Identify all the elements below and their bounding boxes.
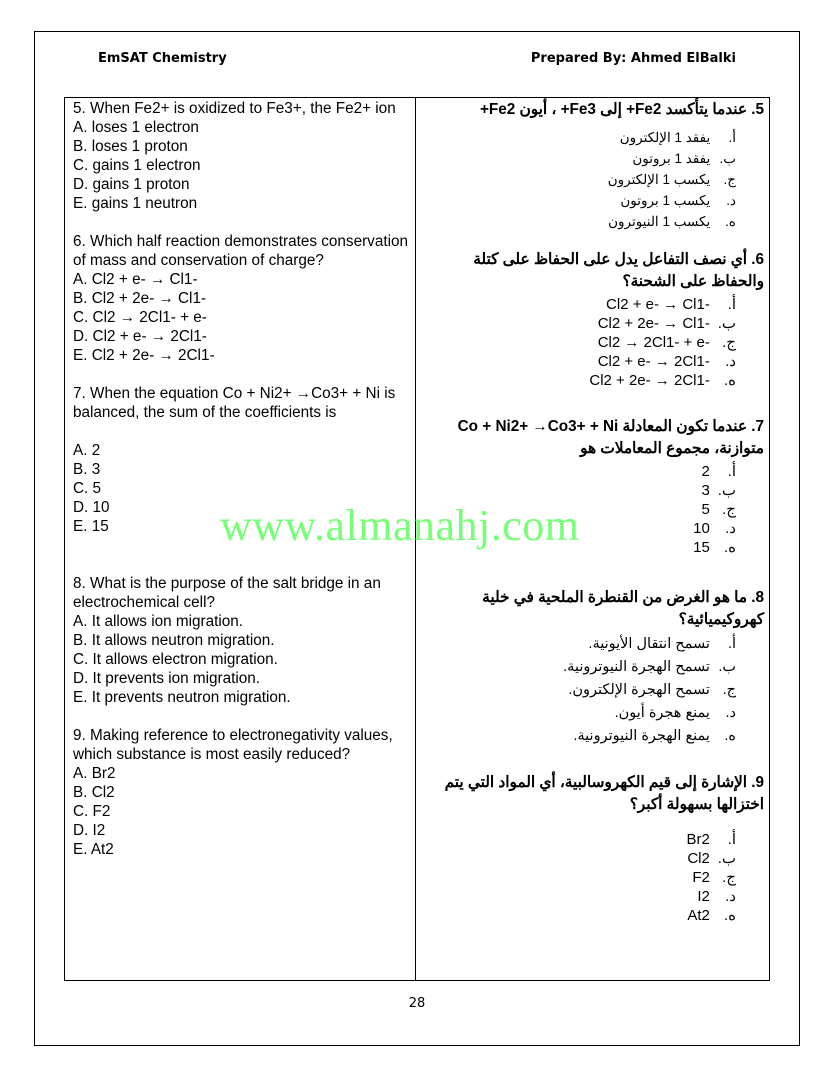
option-a: A. It allows ion migration. (73, 613, 244, 630)
question-9-ar (420, 772, 764, 925)
question-5-en (73, 99, 411, 213)
option-b: B. Cl2 + 2e- → Cl1- (73, 290, 207, 307)
option-a: Br2 (686, 831, 710, 848)
marker: ج. (722, 501, 736, 518)
option-b: B. 3 (73, 461, 101, 478)
question-6-ar-stem: 6. أي نصف التفاعل يدل على الحفاظ على كتلة والحفاظ على الشحنة؟ (473, 251, 764, 290)
option-e: E. It prevents neutron migration. (73, 689, 291, 706)
question-5-stem: 5. When Fe2+ is oxidized to Fe3+, the Fe2+ ion (73, 100, 396, 117)
marker: أ. (728, 130, 736, 145)
option-c: C. gains 1 electron (73, 157, 201, 174)
option-a: Cl2 + e- → Cl1- (606, 296, 710, 313)
marker: أ. (727, 296, 736, 313)
question-8-ar-stem: 8. ما هو الغرض من القنطرة الملحية في خلية كهروكيميائية؟ (482, 589, 764, 628)
question-8-ar (420, 587, 764, 748)
watermark: www.almanahj.com (220, 501, 580, 550)
option-e: E. At2 (73, 841, 114, 858)
marker: ه. (723, 372, 736, 389)
option-d: I2 (697, 888, 710, 905)
option-b: 3 (701, 482, 710, 499)
question-9-ar-stem: 9. الإشارة إلى قيم الكهروسالبية، أي المواد التي يتم اختزالها بسهولة أكبر؟ (444, 774, 764, 813)
marker: ه. (724, 728, 736, 744)
option-b: B. loses 1 proton (73, 138, 188, 155)
marker: ب. (717, 315, 736, 332)
question-6-ar (420, 249, 764, 390)
option-d: D. Cl2 + e- → 2Cl1- (73, 328, 207, 345)
option-c: F2 (692, 869, 710, 886)
option-e: Cl2 + 2e- → 2Cl1- (589, 372, 710, 389)
option-b: B. It allows neutron migration. (73, 632, 275, 649)
option-b: Cl2 + 2e- → Cl1- (597, 315, 710, 332)
option-d: D. I2 (73, 822, 106, 839)
question-8-stem: 8. What is the purpose of the salt bridge in an electrochemical cell? (73, 575, 381, 611)
option-a: يفقد 1 الإلكترون (619, 130, 711, 145)
option-e: E. 15 (73, 518, 109, 535)
marker: ه. (723, 907, 736, 924)
option-d: يمنع هجرة أيون. (614, 705, 710, 721)
marker: ج. (722, 334, 736, 351)
marker: ب. (718, 659, 736, 675)
marker: أ. (727, 463, 736, 480)
marker: أ. (727, 831, 736, 848)
marker: أ. (727, 636, 736, 652)
option-a: A. 2 (73, 442, 101, 459)
option-c: C. 5 (73, 480, 102, 497)
option-c: C. It allows electron migration. (73, 651, 278, 668)
option-d: 10 (693, 520, 710, 537)
marker: د. (725, 705, 736, 721)
marker: ه. (723, 539, 736, 556)
option-d: D. It prevents ion migration. (73, 670, 261, 687)
header-subject: EmSAT Chemistry (98, 51, 227, 66)
marker: ب. (717, 850, 736, 867)
marker: ج. (723, 172, 736, 187)
option-e: يمنع الهجرة النيوترونية. (573, 728, 710, 744)
option-d: D. 10 (73, 499, 110, 516)
option-a: 2 (701, 463, 710, 480)
option-a: A. Br2 (73, 765, 116, 782)
marker: د. (725, 520, 736, 537)
option-a: تسمح انتقال الأيونية. (588, 636, 710, 652)
marker: ب. (719, 151, 736, 166)
option-e: At2 (687, 907, 710, 924)
question-7-stem: 7. When the equation Co + Ni2+ →Co3+ + Ni is balanced, the sum of the coefficients is (73, 385, 396, 421)
option-d: Cl2 + e- → 2Cl1- (597, 353, 710, 370)
option-b: Cl2 (687, 850, 710, 867)
option-c: Cl2 → 2Cl1- + e- (597, 334, 710, 351)
option-e: 15 (693, 539, 710, 556)
english-column (73, 99, 411, 859)
question-9-en (73, 726, 411, 859)
option-d: D. gains 1 proton (73, 176, 190, 193)
option-e: E. gains 1 neutron (73, 195, 198, 212)
marker: ب. (717, 482, 736, 499)
option-e: يكسب 1 النيوترون (608, 214, 711, 229)
question-9-stem: 9. Making reference to electronegativity values, which substance is most easily reduced? (73, 727, 393, 763)
question-6-stem: 6. Which half reaction demonstrates conservation of mass and conservation of charge? (73, 233, 409, 269)
question-5-ar (420, 99, 764, 232)
option-c: C. Cl2 → 2Cl1- + e- (73, 309, 207, 326)
option-a: A. loses 1 electron (73, 119, 199, 136)
marker: د. (726, 193, 736, 208)
marker: ج. (722, 869, 736, 886)
marker: د. (725, 353, 736, 370)
marker: د. (725, 888, 736, 905)
marker: ج. (722, 682, 736, 698)
option-a: A. Cl2 + e- → Cl1- (73, 271, 198, 288)
option-c: 5 (701, 501, 710, 518)
option-b: تسمح الهجرة النيوترونية. (563, 659, 710, 675)
question-7-ar-stem: 7. عندما تكون المعادلة Co + Ni2+ →Co3+ + Ni متوازنة، مجموع المعاملات هو (457, 418, 764, 457)
option-c: يكسب 1 الإلكترون (607, 172, 711, 187)
page-number: 28 (408, 996, 426, 1011)
option-e: E. Cl2 + 2e- → 2Cl1- (73, 347, 215, 364)
option-d: يكسب 1 بروتون (620, 193, 711, 208)
option-c: تسمح الهجرة الإلكترون. (568, 682, 710, 698)
header-author: Prepared By: Ahmed ElBalki (530, 51, 736, 66)
option-c: C. F2 (73, 803, 111, 820)
question-6-en (73, 232, 411, 365)
question-8-en (73, 574, 411, 707)
marker: ه. (725, 214, 736, 229)
option-b: يفقد 1 بروتون (632, 151, 711, 166)
option-b: B. Cl2 (73, 784, 115, 801)
question-5-ar-stem: 5. عندما يتأكسد Fe2+ إلى Fe3+ ، أيون Fe2+ (479, 101, 764, 118)
